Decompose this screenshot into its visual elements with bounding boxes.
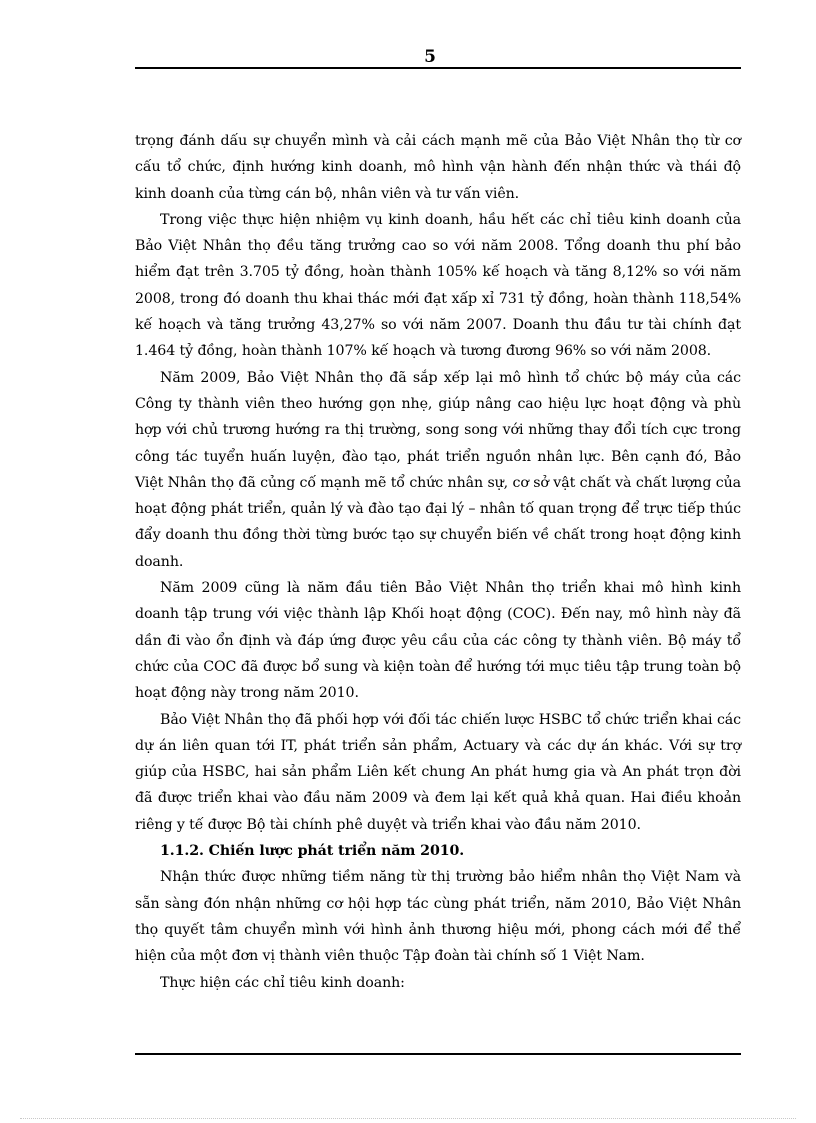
- document-body: [135, 128, 741, 996]
- page-number: 5: [424, 47, 436, 67]
- paragraph-strategy: Nhận thức được những tiềm năng từ thị trường bảo hiểm nhân thọ Việt Nam và sẵn sàng đón nhận những cơ hội hợp tác cùng phát triển, năm 2010, Bảo Việt Nhân thọ quyết tâm chuyển mình với hình ảnh thương hiệu mới, phong cách mới để thể hiện của một đơn vị thành viên thuộc Tập đoàn tài chính số 1 Việt Nam.: [135, 869, 741, 965]
- page-edge-divider: [20, 1118, 796, 1119]
- paragraph-restructuring: Năm 2009, Bảo Việt Nhân thọ đã sắp xếp lại mô hình tổ chức bộ máy của các Công ty thành viên theo hướng gọn nhẹ, giúp nâng cao hiệu lực hoạt động và phù hợp với chủ trương hướng ra thị trường, song song với những thay đổi tích cực trong công tác tuyển huấn luyện, đào tạo, phát triển nguồn nhân lực. Bên cạnh đó, Bảo Việt Nhân thọ đã củng cố mạnh mẽ tổ chức nhân sự, cơ sở vật chất và chất lượng của hoạt động phát triển, quản lý và đào tạo đại lý – nhân tố quan trọng để trực tiếp thúc đẩy doanh thu đồng thời từng bước tạo sự chuyển biến về chất trong hoạt động kinh doanh.: [135, 369, 741, 570]
- section-heading: 1.1.2. Chiến lược phát triển năm 2010.: [160, 843, 465, 860]
- paragraph-continuation: trọng đánh dấu sự chuyển mình và cải cách mạnh mẽ của Bảo Việt Nhân thọ từ cơ cấu tổ chức, định hướng kinh doanh, mô hình vận hành đến nhận thức và thái độ kinh doanh của từng cán bộ, nhân viên và tư vấn viên.: [135, 133, 741, 202]
- header-rule: [135, 67, 741, 69]
- paragraph-hsbc: Bảo Việt Nhân thọ đã phối hợp với đối tác chiến lược HSBC tổ chức triển khai các dự án liên quan tới IT, phát triển sản phẩm, Actuary và các dự án khác. Với sự trợ giúp của HSBC, hai sản phẩm Liên kết chung An phát hưng gia và An phát trọn đời đã được triển khai vào đầu năm 2009 và đem lại kết quả khả quan. Hai điều khoản riêng y tế được Bộ tài chính phê duyệt và triển khai vào đầu năm 2010.: [135, 711, 741, 833]
- paragraph-business-results: Trong việc thực hiện nhiệm vụ kinh doanh, hầu hết các chỉ tiêu kinh doanh của Bảo Việt Nhân thọ đều tăng trưởng cao so với năm 2008. Tổng doanh thu phí bảo hiểm đạt trên 3.705 tỷ đồng, hoàn thành 105% kế hoạch và tăng 8,12% so với năm 2008, trong đó doanh thu khai thác mới đạt xấp xỉ 731 tỷ đồng, hoàn thành 118,54% kế hoạch và tăng trưởng 43,27% so với năm 2007. Doanh thu đầu tư tài chính đạt 1.464 tỷ đồng, hoàn thành 107% kế hoạch và tương đương 96% so với năm 2008.: [135, 211, 741, 360]
- paragraph-targets: Thực hiện các chỉ tiêu kinh doanh:: [160, 974, 405, 991]
- paragraph-coc: Năm 2009 cũng là năm đầu tiên Bảo Việt Nhân thọ triển khai mô hình kinh doanh tập trung với việc thành lập Khối hoạt động (COC). Đến nay, mô hình này đã dần đi vào ổn định và đáp ứng được yêu cầu của các công ty thành viên. Bộ máy tổ chức của COC đã được bổ sung và kiện toàn để hướng tới mục tiêu tập trung toàn bộ hoạt động này trong năm 2010.: [135, 580, 741, 702]
- footer-rule: [135, 1053, 741, 1055]
